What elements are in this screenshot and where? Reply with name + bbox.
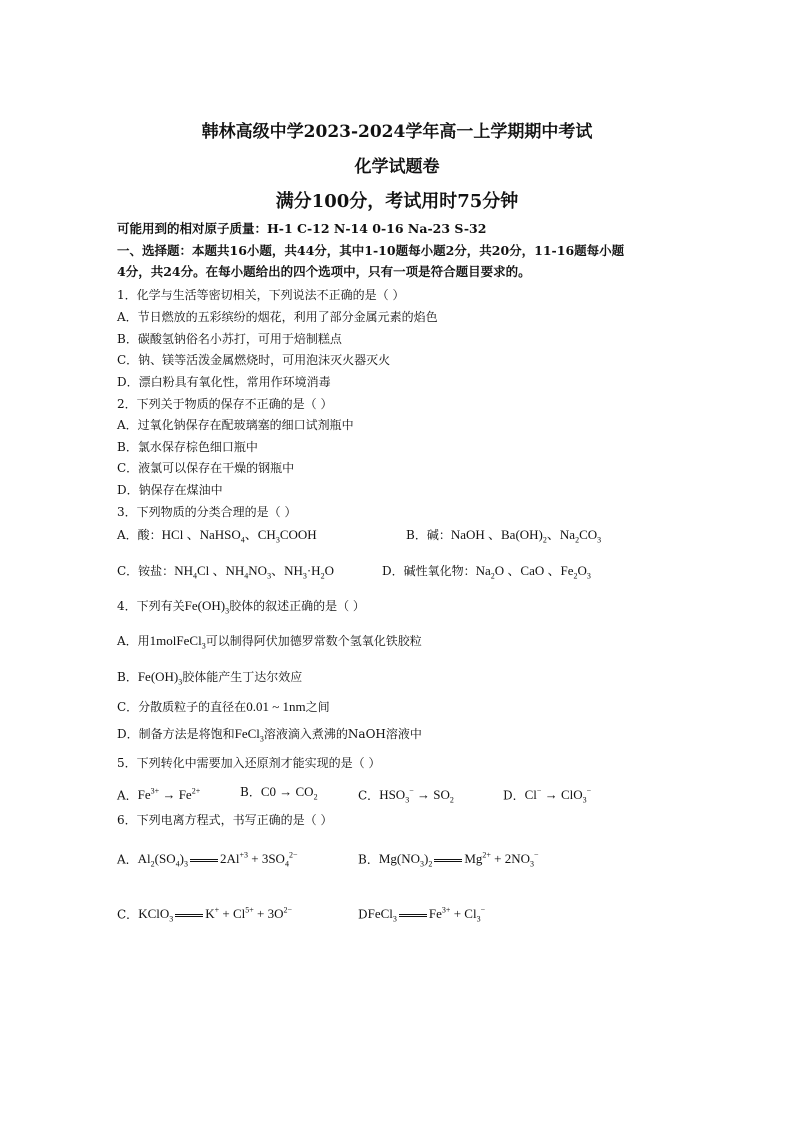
q5-option-d: D．Cl− → ClO$_3$− xyxy=(503,787,592,805)
q4-stem: 4．下列有关$Fe(OH)_3$胶体的叙述正确的是（ ） xyxy=(117,598,365,616)
q6-option-c: C．KClO$_3$ $K^+ + Cl^{5+} + 3O^{2-}$ xyxy=(117,906,293,924)
q3-b-label: B．碱： xyxy=(406,528,451,542)
section1-instruction-2: 4分，共24分。在每小题给出的四个选项中，只有一项是符合题目要求的。 xyxy=(117,264,531,279)
q6-option-d: DFeCl$_3$ $Fe^{3+} + Cl_3^-$ xyxy=(358,906,486,924)
score-time: 满分100分，考试用时75分钟 xyxy=(275,191,519,212)
q2-stem: 2．下列关于物质的保存不正确的是（ ） xyxy=(117,397,333,411)
exam-subtitle: 化学试题卷 xyxy=(354,157,440,177)
q1-stem: 1．化学与生活等密切相关，下列说法不正确的是（ ） xyxy=(117,288,405,302)
equals-arrow-icon xyxy=(175,914,203,917)
q3-option-c: C．铵盐：$NH_4Cl$ 、$NH_4NO_3$、$NH_3\cdot H_2O$ xyxy=(117,563,334,581)
q2-option-d: D．钠保存在煤油中 xyxy=(117,483,223,497)
equals-arrow-icon xyxy=(190,859,218,862)
q3-option-a: A．酸：HCl 、NaHSO$_4$、$CH_3COOH$ xyxy=(117,527,317,545)
equals-arrow-icon xyxy=(399,914,427,917)
q5-option-a: A．$Fe^{3+} \to Fe^{2+}$ xyxy=(117,787,201,803)
q3-d-label: D．碱性氧化物： xyxy=(382,564,476,578)
equals-arrow-icon xyxy=(434,859,462,862)
q1-option-a: A．节日燃放的五彩缤纷的烟花，利用了部分金属元素的焰色 xyxy=(117,310,438,324)
q1-option-b: B．碳酸氢钠俗名小苏打，可用于焙制糕点 xyxy=(117,332,342,346)
q3-a-label: A．酸： xyxy=(117,528,162,542)
section1-instruction-1: 一、选择题：本题共16小题，共44分，其中1-10题每小题2分，共20分，11-16题每小题 xyxy=(117,243,625,258)
q1-option-d: D．漂白粉具有氧化性，常用作环境消毒 xyxy=(117,375,331,389)
q5-option-b: B．$C0 \to CO_2$ xyxy=(240,784,318,802)
q4-option-a: A．用1molFeCl$_3$可以制得阿伏加德罗常数个氢氧化铁胶粒 xyxy=(117,633,422,651)
q6-option-b: B．$Mg(NO_3)_2$ $Mg^{2+} + 2NO_3^-$ xyxy=(358,851,539,869)
q3-c-label: C．铵盐： xyxy=(117,564,175,578)
q2-option-c: C．液氯可以保存在干燥的钢瓶中 xyxy=(117,461,295,475)
q5-stem: 5．下列转化中需要加入还原剂才能实现的是（ ） xyxy=(117,756,381,770)
q4-option-d: D．制备方法是将饱和FeCl$_3$溶液滴入煮沸的NaOH溶液中 xyxy=(117,726,422,744)
q5-option-c: C．$HSO_3^- \to SO_2$ xyxy=(358,787,454,805)
q1-option-c: C．钠、镁等活泼金属燃烧时，可用泡沫灭火器灭火 xyxy=(117,353,391,367)
q6-option-a: A．$Al_2(SO_4)_3$ $2Al^{+3} + 3SO_4^{2-}$ xyxy=(117,851,298,869)
q4-option-b: B．$Fe(OH)_3$胶体能产生丁达尔效应 xyxy=(117,669,303,687)
atomic-mass-line: 可能用到的相对原子质量：H-1 C-12 N-14 0-16 Na-23 S-32 xyxy=(117,221,487,236)
q3-option-d: D．碱性氧化物：$Na_2O$ 、CaO 、$Fe_2O_3$ xyxy=(382,563,591,581)
q3-option-b: B．碱：NaOH 、$Ba(OH)_2$、$Na_2CO_3$ xyxy=(406,527,602,545)
q6-stem: 6．下列电离方程式，书写正确的是（ ） xyxy=(117,813,333,827)
q3-stem: 3．下列物质的分类合理的是（ ） xyxy=(117,505,297,519)
q2-option-a: A．过氧化钠保存在配玻璃塞的细口试剂瓶中 xyxy=(117,418,354,432)
q2-option-b: B．氯水保存棕色细口瓶中 xyxy=(117,440,258,454)
exam-title: 韩林高级中学2023-2024学年高一上学期期中考试 xyxy=(201,122,593,142)
q4-option-c: C．分散质粒子的直径在0.01 ~ 1nm之间 xyxy=(117,699,330,714)
